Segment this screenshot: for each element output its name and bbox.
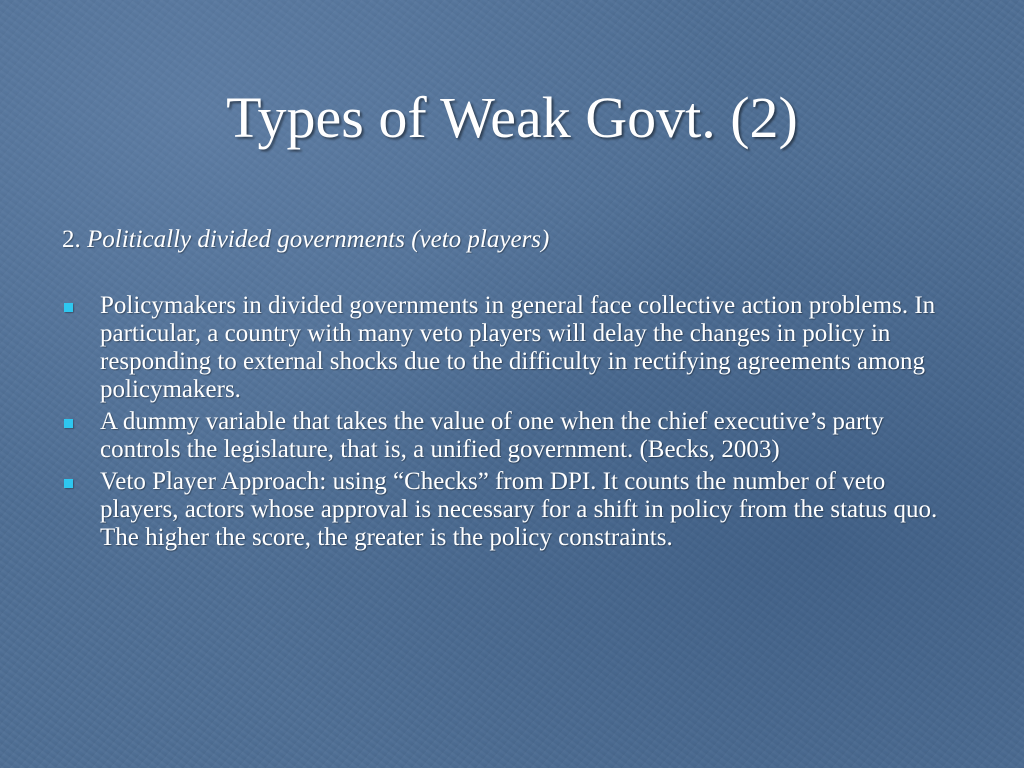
bullet-text: Veto Player Approach: using “Checks” from DPI. It counts the number of veto players, actors whose approval is necessary for a shift in policy from the status quo. The higher the score, the greater is the policy constraints. <box>100 468 938 551</box>
bullet-item <box>62 292 962 404</box>
slide-title: Types of Weak Govt. (2) <box>226 85 798 150</box>
bullet-list <box>62 292 962 556</box>
section-subheading <box>62 224 549 256</box>
square-bullet-icon <box>64 419 73 428</box>
bullet-item <box>62 468 962 552</box>
bullet-text: A dummy variable that takes the value of one when the chief executive’s party controls the legislature, that is, a unified government. (Becks, 2003) <box>100 408 884 463</box>
bullet-item <box>62 408 962 464</box>
subheading-text: Politically divided governments (veto players) <box>87 226 550 253</box>
square-bullet-icon <box>64 479 73 488</box>
bullet-text: Policymakers in divided governments in general face collective action problems. In particular, a country with many veto players will delay the changes in policy in responding to external shocks due to the difficulty in rectifying agreements among policymakers. <box>100 292 936 403</box>
square-bullet-icon <box>64 303 73 312</box>
subheading-number: 2. <box>62 226 87 253</box>
